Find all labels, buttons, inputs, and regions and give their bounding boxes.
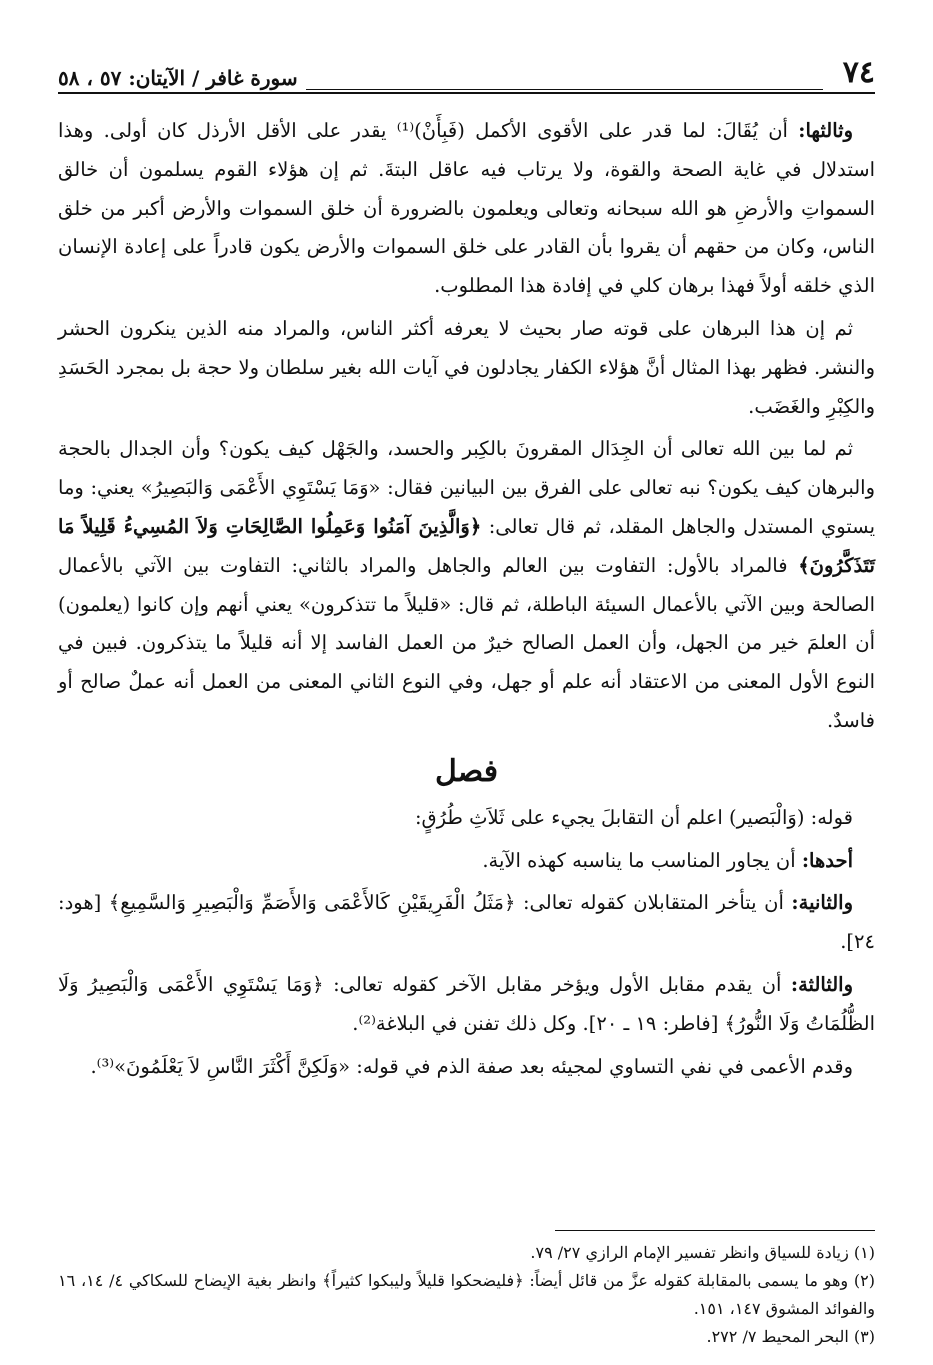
header-rule bbox=[306, 71, 823, 90]
third-method-lead: والثالثة: bbox=[790, 972, 853, 996]
section-heading: فصل bbox=[434, 753, 499, 789]
section-first-method bbox=[58, 842, 875, 881]
second-method-text: أن يتأخر المتقابلان كقوله تعالى: ﴿مَثَلُ الْفَرِيقَيْنِ كَالأَعْمَى وَالأَصَمِّ وَالْبَصِيرِ وَالسَّمِيعِ﴾ [هود: ٢٤]. bbox=[58, 891, 875, 954]
paragraph-2: ثم إن هذا البرهان على قوته صار بحيث لا يعرفه أكثر الناس، والمراد منه الذين ينكرون الحشر والنشر. فظهر بهذا المثال أنَّ هؤلاء الكفار يجادلون في آيات الله بغير سلطان ولا حجة بل بمجرد الحَسَدِ والكِبْرِ والغَضَب. bbox=[58, 316, 875, 418]
section-third-method bbox=[58, 966, 875, 1044]
paragraph-3-part-b: فالمراد بالأول: التفاوت بين العالم والجاهل والمراد بالثاني: التفاوت بين الآتي بالأعمال الصالحة وبين الآتي بالأعمال السيئة الباطلة، ثم قال: «قليلاً ما تتذكرون» يعني أنهم وإن كانوا (يعلمون) أن العلمَ خير من الجهل، وأن العمل الصالح خيرٌ من العمل الفاسد إلا أنه قليلاً ما يتذكرون. فبين في النوع الأول المعنى من الاعتقاد أنه علم أو جهل، وفي النوع الثاني المعنى من العمل أنه عملٌ صالح أو فاسدٌ. bbox=[58, 553, 875, 732]
paragraph-3 bbox=[58, 430, 875, 740]
third-method-text: أن يقدم مقابل الأول ويؤخر مقابل الآخر كقوله تعالى: ﴿وَمَا يَسْتَوِي الأَعْمَى وَالْبَصِيرُ وَلَا الظُّلُمَاتُ وَلَا النُّورُ﴾ [فاطر: ١٩ ـ ٢٠]. وكل ذلك تفنن في البلاغة⁽²⁾. bbox=[58, 972, 875, 1035]
footnote-1: (١) زيادة للسياق وانظر تفسير الإمام الرازي ٢٧/ ٧٩. bbox=[530, 1243, 875, 1262]
document-page bbox=[58, 40, 875, 1365]
footnote-3: (٣) البحر المحيط ٧/ ٢٧٢. bbox=[706, 1327, 875, 1346]
page-number: ٧٤ bbox=[842, 55, 875, 90]
paragraph-3-part-a: ثم لما بين الله تعالى أن الجِدَال المقرونَ بالكِبر والحسد، والجَهْل كيف يكون؟ وأن الجدال بالحجة والبرهان كيف يكون؟ نبه تعالى على الفرق بين البيانين فقال: «وَمَا يَسْتَوِي الأَعْمَى وَالبَصِيرُ» يعني: وما يستوي المستدل والجاهل المقلد، ثم قال تعالى: bbox=[58, 437, 876, 538]
paragraph-3-verse: ﴿وَالَّذِينَ آمَنُوا وَعَمِلُوا الصَّالِحَاتِ وَلاَ المُسِيءُ قَلِيلاً مَا تَتَذَكَّرُونَ﴾ bbox=[58, 514, 875, 577]
running-title: سورة غافر / الآيتان: ٥٧ ، ٥٨ bbox=[58, 66, 298, 90]
footnote-rule bbox=[555, 1230, 875, 1231]
section-intro: قوله: (وَالْبَصير) اعلم أن التقابلَ يجيء على ثَلاَثِ طُرُقٍ: bbox=[414, 805, 853, 829]
paragraph-1-text: أن يُقَالَ: لما قدر على الأقوى الأكمل (فَبِأَنْ)⁽¹⁾ يقدر على الأقل الأرذل كان أولى. وهذا استدلال في غاية الصحة والقوة، ولا يرتاب فيه عاقل البتةَ. ثم إن هؤلاء القوم يسلمون أن خالق السمواتِ والأرضِ هو الله سبحانه وتعالى ويعلمون بالضرورة أن خلق السموات والأرض أكبر من خلق الناس، وكان من حقهم أن يقروا بأن القادر على خلق السموات والأرض يكون قادراً على إعادة الإنسان الذي خلقه أولاً فهذا برهان كلي في إفادة هذا المطلوب. bbox=[58, 119, 875, 298]
section-second-method bbox=[58, 884, 875, 962]
footnote-2: (٢) وهو ما يسمى بالمقابلة كقوله عزَّ من قائل أيضاً: ﴿فليضحكوا قليلاً وليبكوا كثيراً﴾ وانظر بغية الإيضاح للسكاكي ٤/ ١٤، ١٦ والفوائد المشوق ١٤٧، ١٥١. bbox=[58, 1271, 875, 1318]
main-text bbox=[58, 112, 875, 1086]
first-method-lead: أحدها: bbox=[801, 848, 853, 872]
section-closing: وقدم الأعمى في نفي التساوي لمجيئه بعد صفة الذم في قوله: «وَلَكِنَّ أَكْثَرَ النَّاسِ لاَ يَعْلَمُونَ»⁽³⁾. bbox=[90, 1054, 853, 1078]
paragraph-1-lead: وثالثها: bbox=[798, 119, 853, 142]
second-method-lead: والثانية: bbox=[791, 891, 853, 915]
first-method-text: أن يجاور المناسب ما يناسبه كهذه الآية. bbox=[482, 848, 802, 872]
footnotes bbox=[58, 1230, 875, 1351]
running-header bbox=[58, 40, 875, 94]
paragraph-1 bbox=[58, 112, 875, 306]
